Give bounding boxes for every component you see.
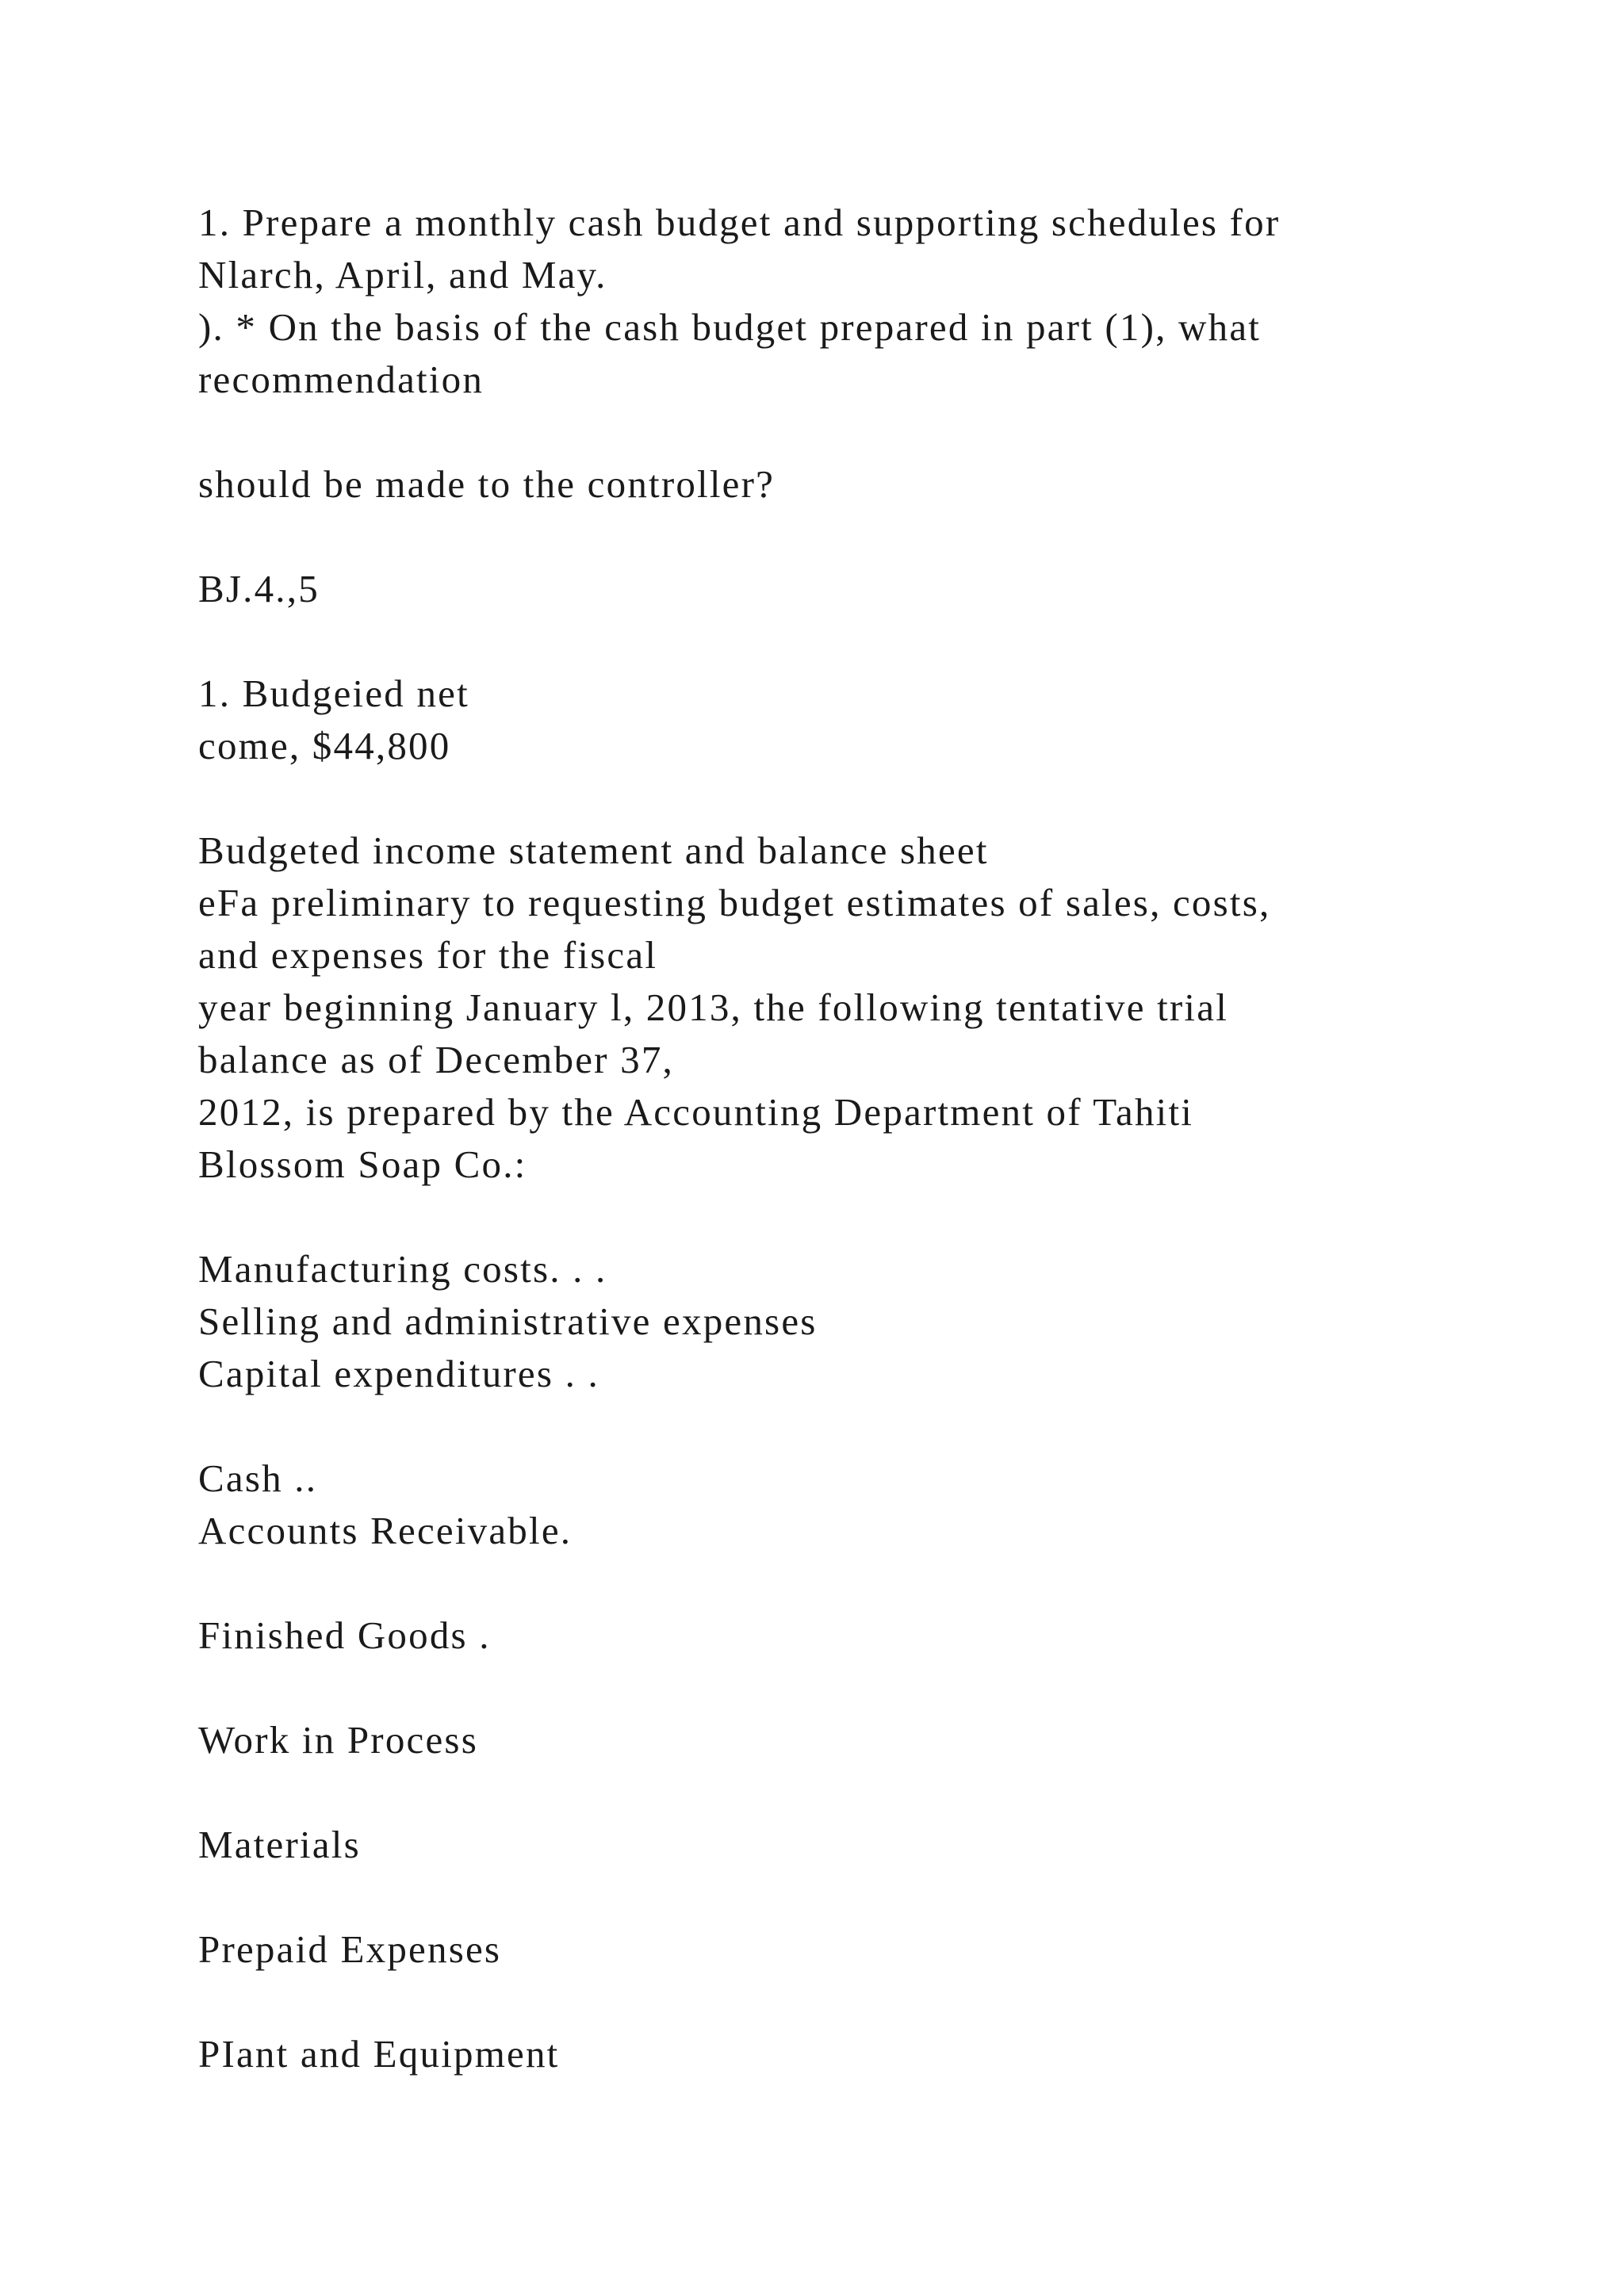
blank-line <box>198 511 1546 563</box>
text-line: BJ.4.,5 <box>198 567 320 610</box>
account-line: Cash .. <box>198 1456 318 1500</box>
account-line: Manufacturing costs. . . <box>198 1247 607 1291</box>
text-line: eFa preliminary to requesting budget estimates of sales, costs, <box>198 881 1271 924</box>
document-text <box>198 197 1546 2080</box>
text-line: balance as of December 37, <box>198 1038 675 1081</box>
blank-line <box>198 772 1546 825</box>
text-line: come, $44,800 <box>198 724 451 767</box>
text-line: recommendation <box>198 358 485 401</box>
blank-line <box>198 1662 1546 1714</box>
text-line: should be made to the controller? <box>198 462 776 506</box>
account-line: Selling and administrative expenses <box>198 1299 818 1343</box>
account-line: Prepaid Expenses <box>198 1927 502 1971</box>
text-line: 1. Budgeied net <box>198 672 469 715</box>
blank-line <box>198 406 1546 458</box>
text-line: 2012, is prepared by the Accounting Department of Tahiti <box>198 1090 1194 1134</box>
blank-line <box>198 1976 1546 2028</box>
text-line: and expenses for the fiscal <box>198 933 658 977</box>
blank-line <box>198 1557 1546 1609</box>
blank-line <box>198 1871 1546 1923</box>
account-line: Accounts Receivable. <box>198 1509 573 1552</box>
account-line: Capital expenditures . . <box>198 1352 599 1395</box>
account-line: Finished Goods . <box>198 1613 491 1657</box>
blank-line <box>198 615 1546 668</box>
blank-line <box>198 1766 1546 1819</box>
section-heading: Budgeted income statement and balance sheet <box>198 828 989 872</box>
text-line: Blossom Soap Co.: <box>198 1142 527 1186</box>
account-line: Materials <box>198 1823 361 1866</box>
account-line: Work in Process <box>198 1718 478 1762</box>
text-line: 1. Prepare a monthly cash budget and supporting schedules for <box>198 201 1281 244</box>
text-line: ). * On the basis of the cash budget prepared in part (1), what <box>198 305 1262 349</box>
account-line: PIant and Equipment <box>198 2032 560 2076</box>
text-line: year beginning January l, 2013, the following tentative trial <box>198 985 1229 1029</box>
blank-line <box>198 1191 1546 1243</box>
text-line: Nlarch, April, and May. <box>198 253 607 297</box>
blank-line <box>198 1400 1546 1452</box>
